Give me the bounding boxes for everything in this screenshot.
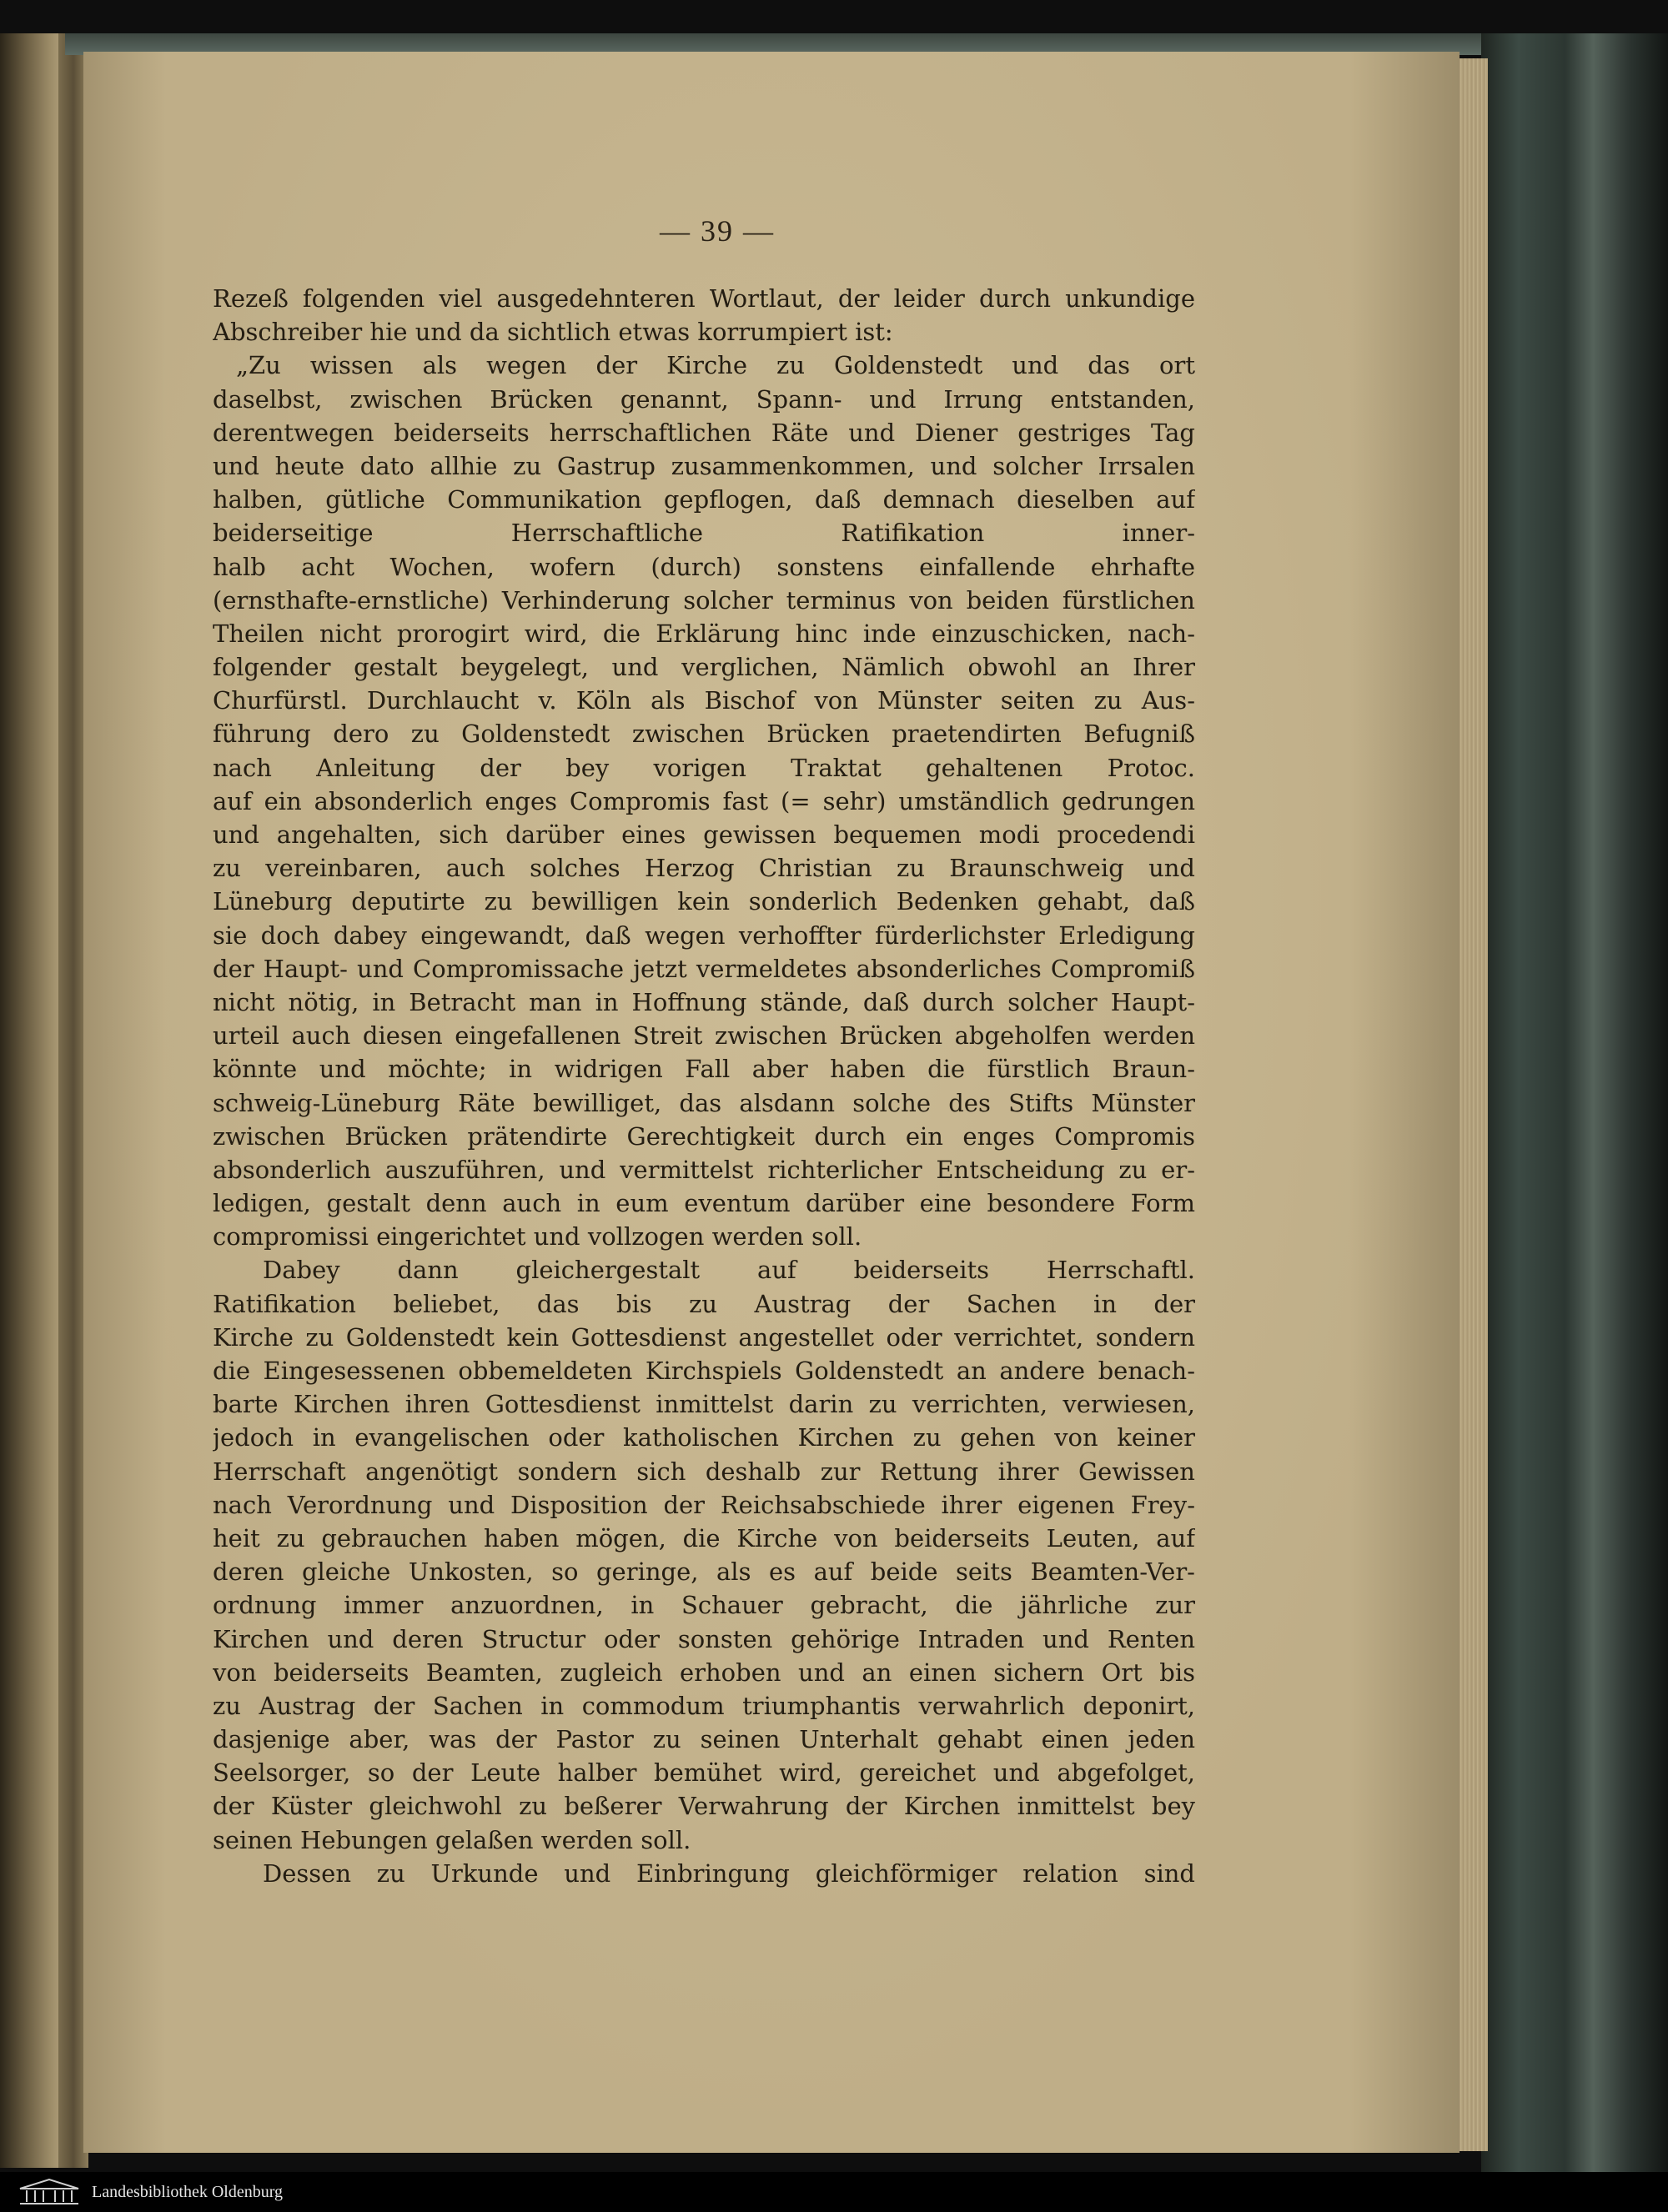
text-line: Kirchen und deren Structur oder sonsten gehörige Intraden und Renten	[213, 1624, 1195, 1653]
text-line: Churfürstl. Durchlaucht v. Köln als Bischof von Münster seiten zu Aus-	[213, 686, 1195, 715]
text-line: absonderlich auszuführen, und vermittelst richterlicher Entscheidung zu er-	[213, 1155, 1195, 1184]
page-number: — 39 —	[660, 214, 775, 248]
text-line: halben, gütliche Communikation gepflogen, daß demnach dieselben auf	[213, 485, 1195, 514]
text-line: folgender gestalt beygelegt, und verglichen, Nämlich obwohl an Ihrer	[213, 653, 1195, 682]
text-line: Rezeß folgenden viel ausgedehnteren Wortlaut, der leider durch unkundige	[213, 284, 1195, 313]
text-line: Dabey dann gleichergestalt auf beiderseits Herrschaftl.	[263, 1256, 1195, 1285]
text-line: heit zu gebrauchen haben mögen, die Kirche von beiderseits Leuten, auf	[213, 1523, 1195, 1552]
text-line: zu vereinbaren, auch solches Herzog Christian zu Braunschweig und	[213, 854, 1195, 883]
text-line: könnte und möchte; in widrigen Fall aber haben die fürstlich Braun-	[213, 1055, 1195, 1084]
text-line: Lüneburg deputirte zu bewilligen kein sonderlich Bedenken gehabt, daß	[213, 887, 1195, 916]
text-line: beiderseitige Herrschaftliche Ratifikation inner-	[213, 519, 1195, 548]
text-line: jedoch in evangelischen oder katholischen Kirchen zu gehen von keiner	[213, 1423, 1195, 1452]
text-line: und angehalten, sich darüber eines gewissen bequemen modi procedendi	[213, 820, 1195, 849]
text-line: nicht nötig, in Betracht man in Hoffnung stände, daß durch solcher Haupt-	[213, 987, 1195, 1016]
book-cover-left	[0, 33, 65, 2168]
text-line: Ratifikation beliebet, das bis zu Austrag der Sachen in der	[213, 1289, 1195, 1318]
text-line: halb acht Wochen, wofern (durch) sonstens einfallende ehrhafte	[213, 552, 1195, 581]
text-line: daselbst, zwischen Brücken genannt, Spann- und Irrung entstanden,	[213, 384, 1195, 414]
text-line: urteil auch diesen eingefallenen Streit zwischen Brücken abgeholfen werden	[213, 1021, 1195, 1051]
text-line: derentwegen beiderseits herrschaftlichen Räte und Diener gestriges Tag	[213, 418, 1195, 447]
text-line: Seelsorger, so der Leute halber bemühet wird, gereichet und abgefolget,	[213, 1758, 1195, 1788]
text-line: schweig-Lüneburg Räte bewilliget, das alsdann solche des Stifts Münster	[213, 1088, 1195, 1117]
text-line: und heute dato allhie zu Gastrup zusammenkommen, und solcher Irrsalen	[213, 451, 1195, 480]
library-building-icon	[17, 2177, 82, 2207]
text-line: die Eingesessenen obbemeldeten Kirchspiels Goldenstedt an andere benach-	[213, 1357, 1195, 1385]
text-line: Abschreiber hie und da sichtlich etwas korrumpiert ist:	[213, 318, 893, 347]
text-line: Theilen nicht prorogirt wird, die Erklärung hinc inde einzuschicken, nach-	[213, 619, 1195, 648]
footer-bar	[0, 2172, 1668, 2212]
text-line: Herrschaft angenötigt sondern sich deshalb zur Rettung ihrer Gewissen	[213, 1457, 1195, 1486]
text-line: zwischen Brücken prätendirte Gerechtigkeit durch ein enges Compromis	[213, 1121, 1195, 1151]
text-line: deren gleiche Unkosten, so geringe, als es auf beide seits Beamten-Ver-	[213, 1557, 1195, 1587]
text-line: nach Anleitung der bey vorigen Traktat gehaltenen Protoc.	[213, 753, 1195, 782]
text-line: seinen Hebungen gelaßen werden soll.	[213, 1825, 691, 1854]
text-line: nach Verordnung und Disposition der Reichsabschiede ihrer eigenen Frey-	[213, 1490, 1195, 1519]
text-line: auf ein absonderlich enges Compromis fast (= sehr) umständlich gedrungen	[213, 786, 1195, 815]
text-line: compromissi eingerichtet und vollzogen werden soll.	[213, 1222, 862, 1251]
text-line: dasjenige aber, was der Pastor zu seinen Unterhalt gehabt einen jeden	[213, 1725, 1195, 1754]
text-line: von beiderseits Beamten, zugleich erhoben und an einen sichern Ort bis	[213, 1658, 1195, 1687]
text-line: sie doch dabey eingewandt, daß wegen verhoffter fürderlichster Erledigung	[213, 920, 1195, 950]
text-line: der Haupt- und Compromissache jetzt vermeldetes absonderliches Compromiß	[213, 954, 1195, 983]
text-line: Kirche zu Goldenstedt kein Gottesdienst angestellet oder verrichtet, sondern	[213, 1322, 1195, 1352]
library-name: Landesbibliothek Oldenburg	[92, 2182, 284, 2201]
text-line: ledigen, gestalt denn auch in eum eventum darüber eine besondere Form	[213, 1189, 1195, 1218]
body-text	[213, 282, 1195, 1890]
text-line: der Küster gleichwohl zu beßerer Verwahrung der Kirchen inmittelst bey	[213, 1792, 1195, 1821]
text-line: ordnung immer anzuordnen, in Schauer gebracht, die jährliche zur	[213, 1591, 1195, 1620]
book-cover-right	[1481, 33, 1668, 2172]
text-line: barte Kirchen ihren Gottesdienst inmittelst darin zu verrichten, verwiesen,	[213, 1390, 1195, 1419]
text-line: Dessen zu Urkunde und Einbringung gleichförmiger relation sind	[263, 1858, 1195, 1888]
text-line: führung dero zu Goldenstedt zwischen Brücken praetendirten Befugniß	[213, 720, 1195, 749]
text-line: (ernsthafte-ernstliche) Verhinderung solcher terminus von beiden fürstlichen	[213, 585, 1195, 614]
text-line: zu Austrag der Sachen in commodum triumphantis verwahrlich deponirt,	[213, 1691, 1195, 1720]
text-line: „Zu wissen als wegen der Kirche zu Goldenstedt und das ort	[236, 351, 1195, 380]
